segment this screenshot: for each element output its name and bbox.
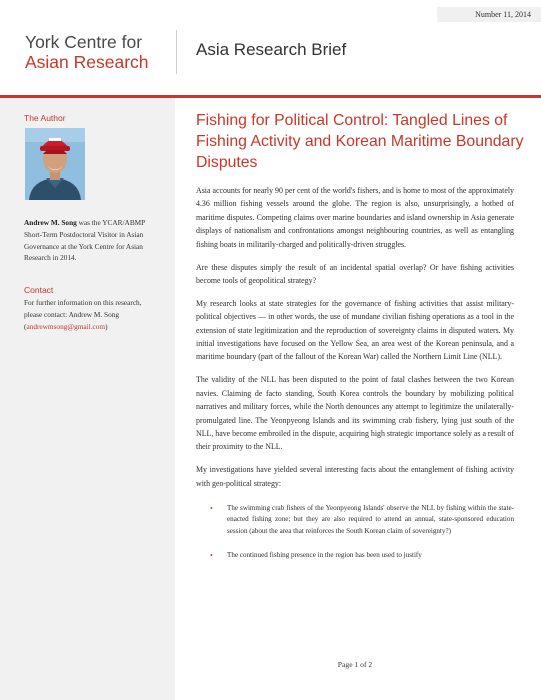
issue-number: Number 11, 2014 [437, 7, 541, 22]
publication-title: Asia Research Brief [196, 40, 347, 59]
author-heading: The Author [24, 113, 66, 123]
author-bio-text: was the YCAR/ABMP Short-Term Postdoctoral Visitor in Asian Governance at the York Centre for Asian Research in 2014. [24, 218, 145, 263]
contact-email-link[interactable]: andrewmsong@gmail.com [26, 321, 106, 331]
author-portrait-image [25, 128, 85, 200]
author-name: Andrew M. Song [24, 218, 77, 227]
findings-list [196, 503, 514, 561]
list-item-text: The continued fishing presence in the region has been used to justify [227, 551, 422, 560]
list-item [196, 503, 514, 537]
contact-text: For further information on this research, please contact: Andrew M. Song ( [24, 298, 142, 331]
bullet-icon: • [210, 551, 213, 561]
header-divider [176, 30, 177, 74]
list-item-text: The swimming crab fishers of the Yeonpyeong Islands' observe the NLL by fishing within the state-enacted fishing zone; but they are also required to attend an annual, state-sponsored education session (about the area that reinforces the South Korean claim of sovereignty?) [227, 504, 514, 535]
paragraph-3: My research looks at state strategies for the governance of fishing activities that assist military-political objectives — in other words, the use of mundane civilian fishing operations as a tool in the extension of state legitimization and the reproduction of sovereignty claims in disputed waters. My initial investigations have focused on the Yellow Sea, an area west of the Korean peninsula, and a maritime boundary (part of the fallout of the Korean War) called the Northern Limit Line (NLL). [196, 298, 514, 362]
paragraph-1: Asia accounts for nearly 90 per cent of the world's fishers, and is home to most of the approximately 4.36 million fishing vessels around the globe. The region is also, unsurprisingly, a hotbed of maritime disputes. Competing claims over marine boundaries and island ownership in Asia generate displays of nationalism and confrontations amongst neighbouring countries, as well as entangling fishing boats in militarily-charged and politically-driven struggles. [196, 186, 514, 249]
author-photo [25, 128, 85, 200]
contact-close-paren: ) [105, 321, 108, 331]
logo-line-2: Asian Research [25, 52, 149, 72]
article-title: Fishing for Political Control: Tangled Lines of Fishing Activity and Korean Maritime Boundary Disputes [196, 112, 524, 171]
contact-heading: Contact [24, 285, 54, 295]
bullet-icon: • [210, 504, 213, 514]
paragraph-5: My investigations have yielded several interesting facts about the entanglement of fishing activity with geo-political strategy: [196, 465, 514, 488]
author-bio [24, 217, 149, 264]
page-number: Page 1 of 2 [337, 660, 373, 669]
article-body [196, 184, 514, 574]
ycar-logo [25, 32, 149, 72]
paragraph-2: Are these disputes simply the result of an incidental spatial overlap? Or have fishing activities become tools of geopolitical strategy? [196, 262, 514, 285]
logo-line-1: York Centre for [25, 32, 143, 52]
paragraph-4: The validity of the NLL has been disputed to the point of fatal clashes between the two Korean navies. Claiming de facto standing, South Korea controls the boundary by mobilizing political narratives and military forces, while the North denounces any attempt to legitimize the unilaterally-promulgated line. The Yeonpyeong Islands and its swimming crab fishery, lying just south of the NLL, have become embroiled in the dispute, acquiring high strategic importance solely as a result of their proximity to the NLL. [196, 375, 514, 452]
list-item [196, 550, 514, 561]
contact-info [24, 297, 154, 332]
